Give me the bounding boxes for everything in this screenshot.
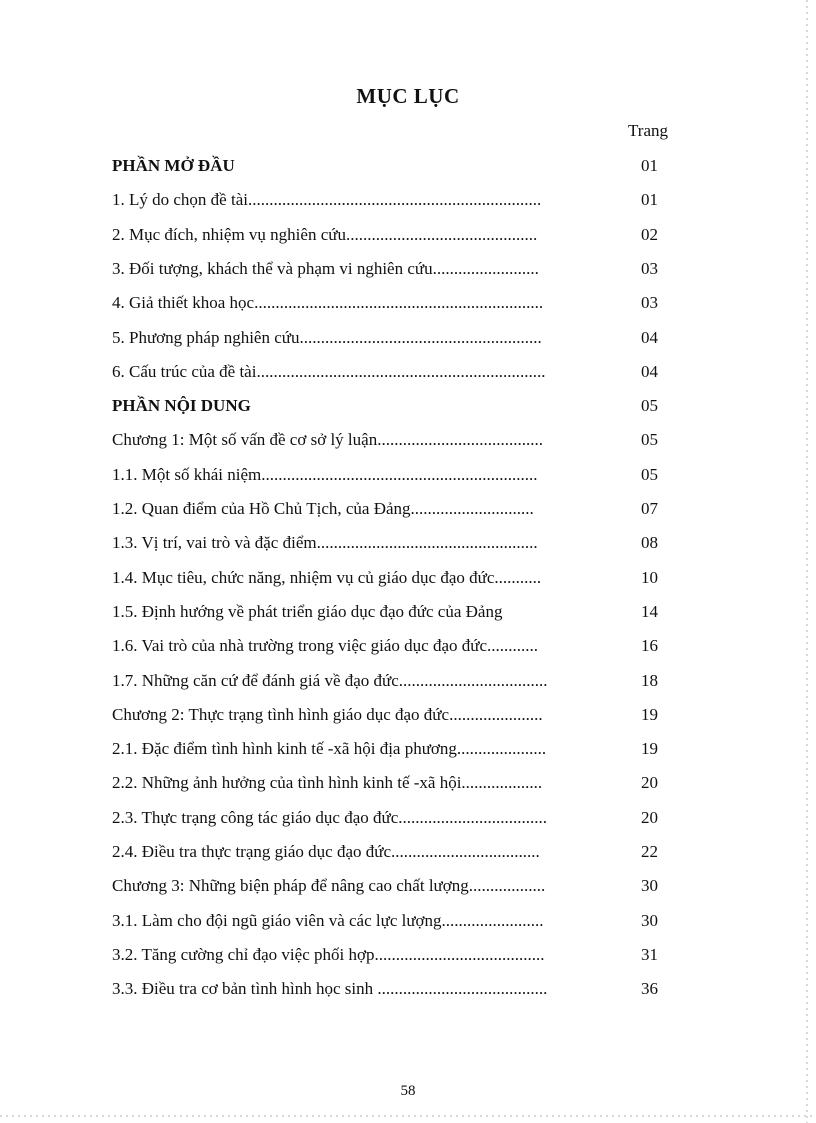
toc-entry [112, 428, 672, 452]
toc-entry-label: 6. Cấu trúc của đề tài.................................................................... [112, 361, 546, 381]
toc-entry [112, 977, 672, 1001]
toc-entry-label: Chương 3: Những biện pháp để nâng cao chất lượng.................. [112, 876, 546, 896]
toc-section-heading [112, 394, 672, 418]
toc-entry-label: Chương 1: Một số vấn đề cơ sở lý luận....................................... [112, 430, 543, 450]
toc-entry-label: 3.1. Làm cho đội ngũ giáo viên và các lực lượng........................ [112, 910, 544, 930]
toc-entry-page: 07 [641, 499, 658, 518]
toc-entry-label: 2.2. Những ảnh hưởng của tình hình kinh tế -xã hội................... [112, 773, 543, 793]
page-edge-bottom [0, 1115, 816, 1117]
toc-entry-label: 4. Giả thiết khoa học.................................................................... [112, 293, 544, 313]
toc-entry-page: 31 [641, 944, 658, 964]
toc-entry-page: 22 [641, 842, 658, 861]
toc-entry-label: 2. Mục đích, nhiệm vụ nghiên cứu............................................. [112, 224, 538, 244]
toc-entry [112, 874, 672, 898]
toc-entry-page: 05 [641, 430, 658, 450]
toc-entry [112, 291, 672, 315]
toc-entry-label: 3.2. Tăng cường chỉ đạo việc phối hợp........................................ [112, 944, 545, 964]
toc-entry-page: 20 [641, 773, 658, 793]
toc-entry-page: 01 [641, 190, 658, 210]
toc-entry-label: 1.2. Quan điểm của Hồ Chủ Tịch, của Đảng............................. [112, 499, 534, 518]
toc-entry-label: 1.1. Một số khái niệm................................................................. [112, 464, 538, 484]
toc-entry [112, 326, 672, 350]
toc-entry-label: 1.5. Định hướng về phát triển giáo dục đạo đức của Đảng [112, 601, 503, 621]
toc-entry [112, 188, 672, 212]
toc-entry [112, 600, 672, 624]
toc-entry [112, 257, 672, 281]
toc-entry [112, 909, 672, 933]
toc-entry [112, 634, 672, 658]
toc-entry-label: 1.4. Mục tiêu, chức năng, nhiệm vụ củ giáo dục đạo đức........... [112, 567, 542, 587]
toc-entry-page: 20 [641, 807, 658, 827]
toc-entry [112, 463, 672, 487]
toc-entry [112, 566, 672, 590]
toc-entry-page: 14 [641, 601, 658, 621]
toc-entry-page: 36 [641, 979, 658, 999]
toc-entry-page: 19 [641, 704, 658, 724]
toc-entry-label: 1. Lý do chọn đề tài..................................................................... [112, 190, 542, 210]
footer-page-number: 58 [400, 1083, 416, 1099]
toc-section-heading [112, 154, 672, 178]
toc-entry-label: 2.4. Điều tra thực trạng giáo dục đạo đức................................... [112, 842, 540, 861]
toc-entry-page: 02 [641, 224, 658, 244]
toc-entry-page: 05 [641, 464, 658, 484]
toc-entry [112, 737, 672, 761]
toc-entry [112, 806, 672, 830]
toc-entry-label: 5. Phương pháp nghiên cứu......................................................... [112, 327, 542, 347]
toc-entry [112, 223, 672, 247]
toc-entry-label: 2.1. Đặc điểm tình hình kinh tế -xã hội địa phương..................... [112, 739, 547, 759]
toc-entry-label: 2.3. Thực trạng công tác giáo dục đạo đức................................... [112, 807, 547, 827]
toc-entry-page: 03 [641, 258, 658, 278]
toc-entry-label: 1.3. Vị trí, vai trò và đặc điểm.................................................... [112, 533, 538, 553]
toc-entry-page: 04 [641, 327, 658, 347]
toc-entry [112, 943, 672, 967]
toc-entry-page: 01 [641, 156, 658, 175]
toc-entry [112, 497, 672, 521]
toc-entry-page: 04 [641, 361, 658, 381]
toc-entry [112, 840, 672, 864]
toc-entry-label: 1.6. Vai trò của nhà trường trong việc giáo dục đạo đức............ [112, 636, 539, 656]
toc-entry [112, 703, 672, 727]
toc-entry-label: 3. Đối tượng, khách thể và phạm vi nghiên cứu......................... [112, 258, 539, 278]
toc-entry-label: 3.3. Điều tra cơ bản tình hình học sinh ........................................ [112, 979, 548, 999]
toc-entry [112, 771, 672, 795]
toc-entry-label: Chương 2: Thực trạng tình hình giáo dục đạo đức...................... [112, 704, 543, 724]
toc-entry [112, 360, 672, 384]
toc-entry-page: 16 [641, 636, 658, 656]
toc-entry-page: 03 [641, 293, 658, 313]
toc-entry-page: 10 [641, 567, 658, 587]
page-title: MỤC LỤC [356, 84, 460, 108]
toc-entry-label: 1.7. Những căn cứ để đánh giá về đạo đức................................... [112, 670, 548, 690]
page-edge-right [806, 0, 808, 1123]
toc-entry [112, 531, 672, 555]
toc-entry-page: 05 [641, 396, 658, 416]
toc-entry-label: PHẦN NỘI DUNG [112, 396, 251, 416]
page-column-header: Trang [628, 121, 668, 140]
toc-entry-page: 30 [641, 876, 658, 896]
toc-entry-page: 08 [641, 533, 658, 553]
toc-entry [112, 669, 672, 693]
toc-entry-page: 30 [641, 910, 658, 930]
toc-entry-page: 18 [641, 670, 658, 690]
toc-entry-page: 19 [641, 739, 658, 759]
toc-entry-label: PHẦN MỞ ĐẦU [112, 156, 235, 175]
